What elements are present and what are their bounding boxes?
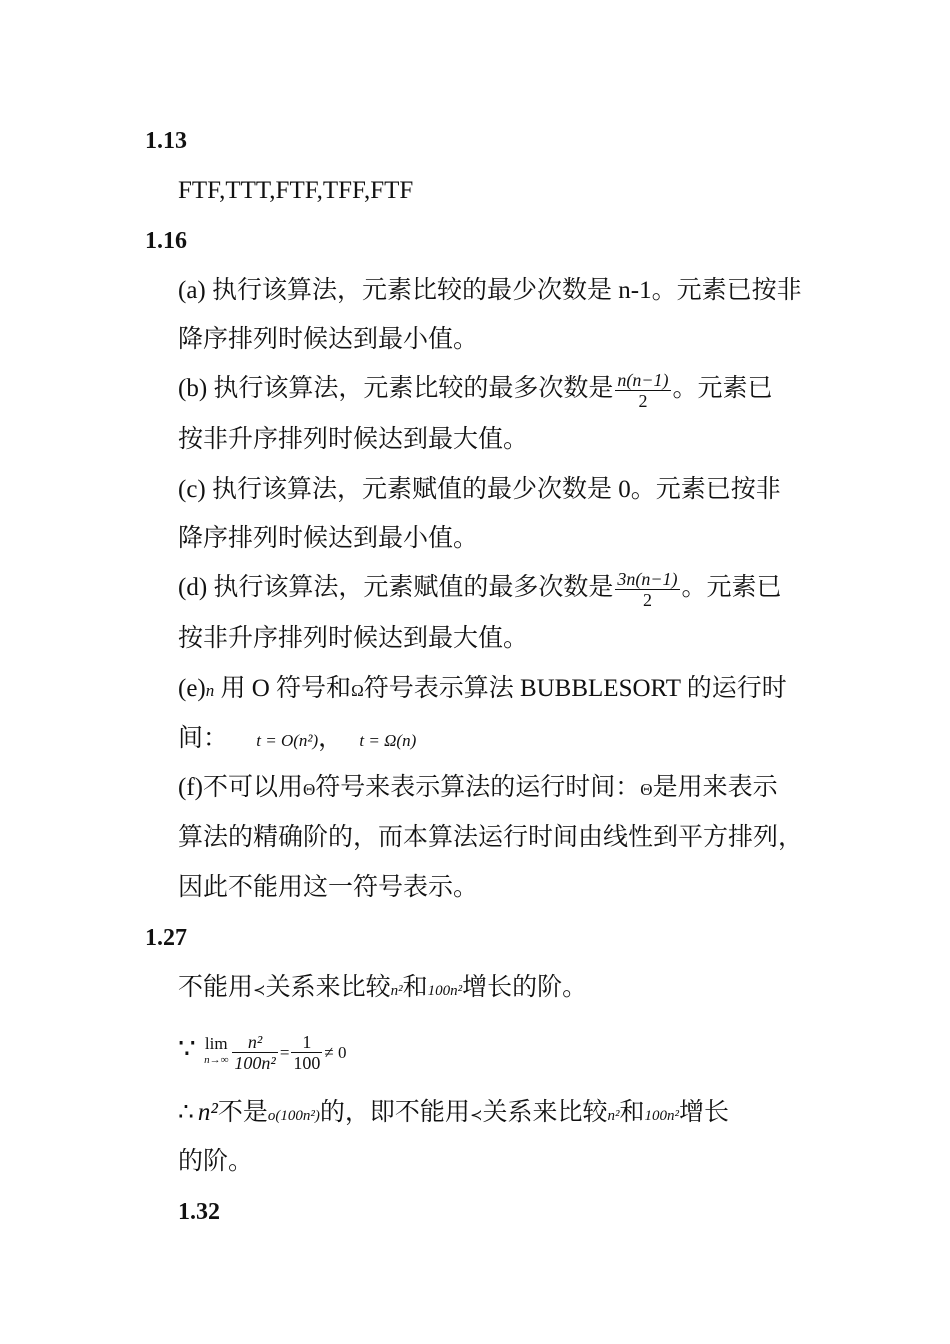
expr-separator: ，: [318, 725, 344, 752]
limit-expression: [178, 1028, 347, 1075]
item-a-line1: (a) 执行该算法，元素比较的最少次数是 n-1。元素已按非: [178, 277, 802, 304]
limit-operator: [204, 1036, 228, 1068]
therefore-text1: 不是: [217, 1099, 268, 1126]
item-a-line2: 降序排列时候达到最小值。: [178, 326, 479, 353]
item-f-line1: [178, 772, 778, 806]
limit-numerator: n²: [232, 1032, 277, 1053]
therefore-text4: 增长: [679, 1099, 730, 1126]
therefore-text2: 的，即不能用: [319, 1099, 470, 1126]
item-e-line1: [178, 673, 787, 707]
fraction-b-denominator: 2: [638, 391, 648, 411]
fraction-d: [615, 569, 679, 610]
fraction-b-numerator: n(n−1): [617, 370, 669, 390]
therefore-100n2: 100n²: [644, 1108, 680, 1124]
expr-big-o: t = O(n²): [256, 731, 319, 750]
prec-symbol-1: ≺: [253, 983, 266, 999]
item-b-line1: [178, 370, 773, 411]
s3-100n-squared: 100n²: [427, 983, 463, 999]
therefore-text3: 关系来比较: [482, 1099, 608, 1126]
equals-sign: =: [279, 1043, 290, 1062]
heading-1-32: 1.32: [178, 1199, 220, 1225]
item-c-line1: (c) 执行该算法，元素赋值的最少次数是 0。元素已按非: [178, 476, 781, 503]
s3-text3: 增长的阶。: [462, 974, 588, 1001]
item-c-line2: 降序排列时候达到最小值。: [178, 525, 479, 552]
item-e-n: n: [205, 681, 215, 700]
heading-1-27: 1.27: [145, 925, 187, 951]
item-f-line2: 算法的精确阶的，而本算法运行时间由线性到平方排列，: [178, 824, 804, 851]
lim-text: lim: [204, 1034, 228, 1054]
prec-symbol-2: ≺: [469, 1108, 483, 1124]
item-b-line2: 按非升序排列时候达到最大值。: [178, 426, 529, 453]
limit-denominator: 100n²: [234, 1052, 276, 1073]
item-f-line3: 因此不能用这一符号表示。: [178, 874, 479, 901]
because-symbol: ∵: [178, 1034, 196, 1065]
item-f-text-post: 是用来表示: [652, 774, 778, 801]
therefore-line2: 的阶。: [178, 1148, 254, 1175]
not-equal-zero: ≠ 0: [324, 1043, 347, 1062]
therefore-n-squared: n²: [197, 1099, 218, 1126]
little-o-expr: o(100n²): [267, 1108, 320, 1124]
item-d-line1: [178, 569, 782, 610]
therefore-symbol: ∴: [178, 1099, 194, 1126]
s3-n-squared: n²: [390, 983, 403, 999]
item-e-line2-label: 间：: [178, 725, 229, 752]
heading-1-13: 1.13: [145, 128, 187, 154]
item-e-text: 用 O 符号和: [214, 675, 352, 702]
therefore-line1: [178, 1097, 729, 1132]
s3-text2: 关系来比较: [265, 974, 391, 1001]
item-b-text: (b) 执行该算法，元素比较的最多次数是: [178, 375, 614, 403]
fraction-d-numerator: 3n(n−1): [617, 569, 678, 589]
item-e-label: (e): [178, 675, 206, 702]
item-b-text-post: 。元素已: [672, 375, 773, 403]
result-numerator: 1: [291, 1032, 322, 1053]
therefore-and: 和: [619, 1099, 645, 1126]
item-d-line2: 按非升序排列时候达到最大值。: [178, 625, 529, 652]
fraction-d-denominator: 2: [642, 590, 652, 610]
therefore-n2b: n²: [607, 1108, 620, 1124]
item-d-text: (d) 执行该算法，元素赋值的最多次数是: [178, 574, 614, 602]
omega-symbol: Ω: [351, 681, 364, 700]
s3-and: 和: [402, 974, 428, 1001]
result-denominator: 100: [293, 1052, 321, 1073]
lim-subscript: n→∞: [204, 1054, 229, 1067]
item-d-text-post: 。元素已: [681, 574, 782, 602]
answer-1-13: FTF,TTT,FTF,TFF,FTF: [178, 177, 414, 204]
theta-symbol-2: Θ: [640, 780, 653, 799]
s3-line1: [178, 972, 587, 1007]
result-fraction: [291, 1032, 322, 1073]
theta-symbol-1: Θ: [302, 780, 316, 799]
expr-big-omega: t = Ω(n): [359, 731, 417, 750]
s3-text1: 不能用: [178, 974, 254, 1001]
item-e-line2: [178, 723, 416, 757]
item-f-text: (f)不可以用: [178, 774, 303, 801]
item-f-text-mid: 符号来表示算法的运行时间：: [315, 774, 641, 801]
heading-1-16: 1.16: [145, 228, 187, 254]
fraction-b: [615, 370, 670, 411]
limit-fraction: [232, 1032, 277, 1073]
item-e-text2: 符号表示算法 BUBBLESORT 的运行时: [363, 675, 787, 702]
